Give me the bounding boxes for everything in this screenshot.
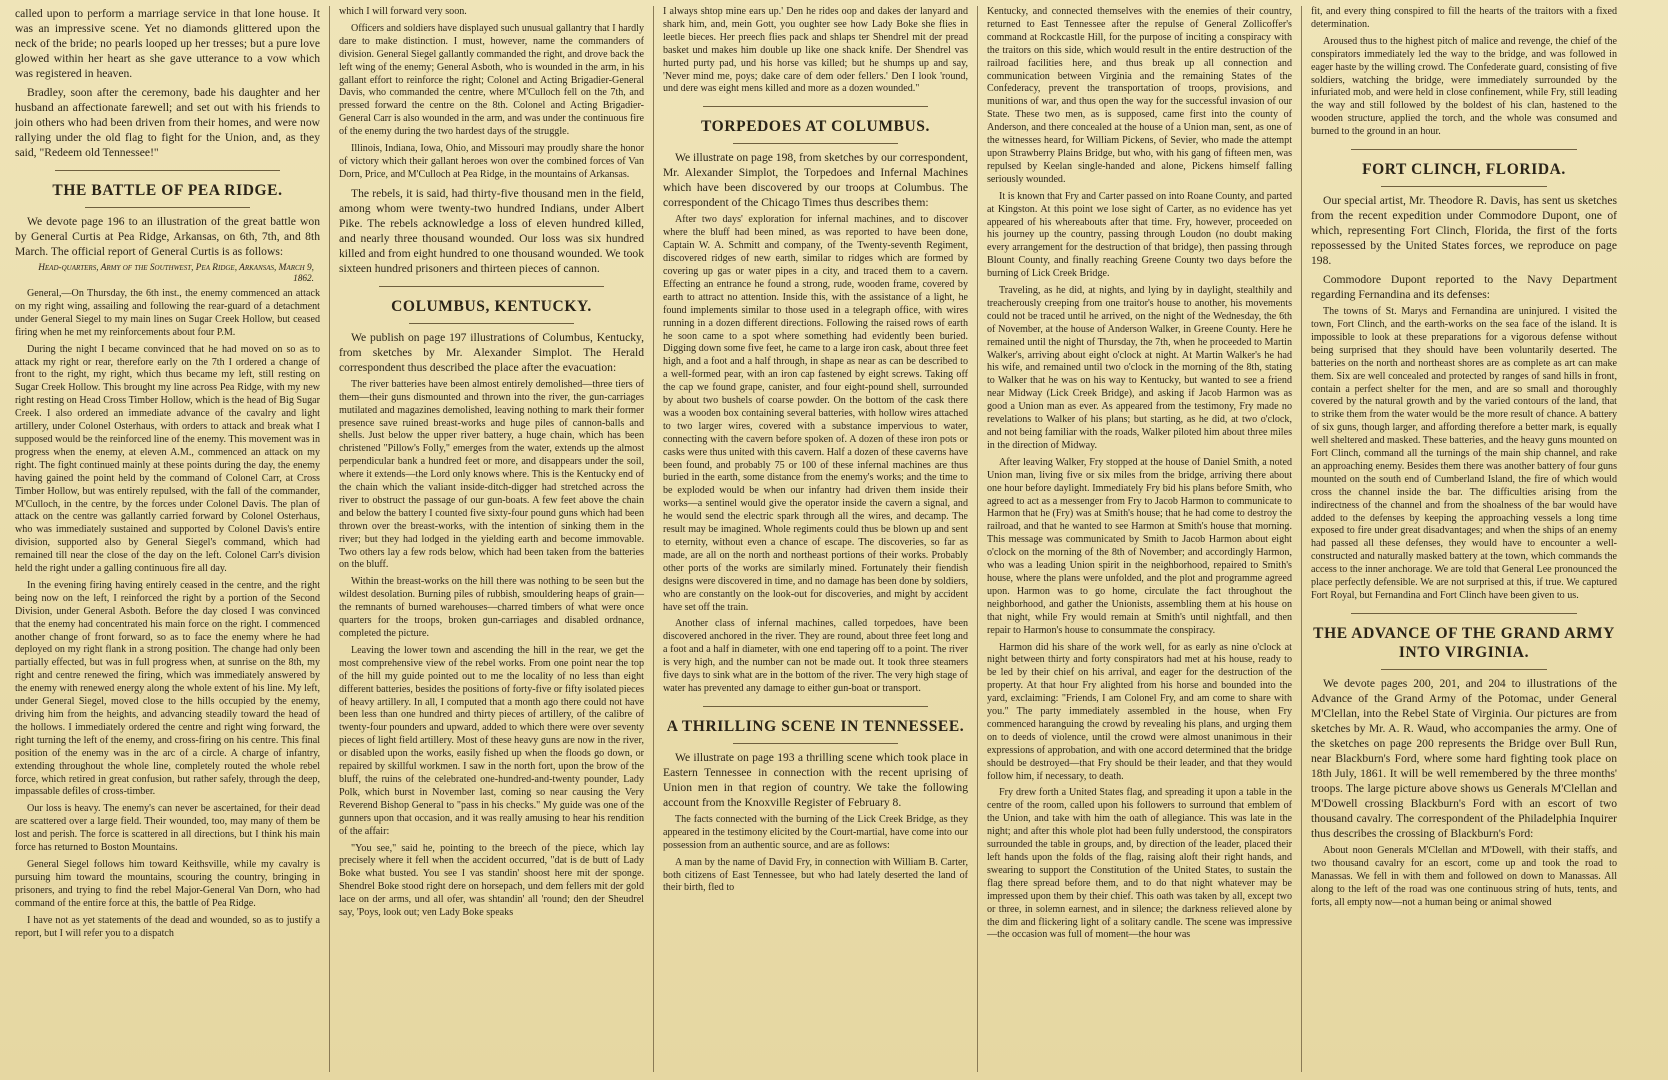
quoted-paragraph: Aroused thus to the highest pitch of malice and revenge, the chief of the conspirators immediately led the way to the bridge, and was followed in eager haste by the willing crowd. The Confederate guard, consisting of five soldiers, watching the bridge, were immediately surrounded by the infuriated mob, and were held in close confinement, while Fry, still leading the way and still followed by the boldest of his clan, hastened to the wooden structure, applied the torch, and the whole was consumed and burned to the ground in an hour. [1311,35,1617,138]
quoted-paragraph: which I will forward very soon. [339,6,467,17]
quoted-paragraph: Harmon did his share of the work well, for as early as nine o'clock at night between thirty and forty conspirators had met at his house, ready to be led by their chief on his arrival, and eager for the destruction of the property. At that hour Fry alighted from his horse and bounded into the yard, exclaiming: "Friends, I am Colonel Fry, and am come to share with you." The party immediately assembled in the house, when Fry commenced haranguing the crowd by revealing his plans, and urging them on to deeds of violence, until the crowd were almost unanimous in their expressions of approbation, and with one accord determined that the bridge should be destroyed—that Fry should be their leader, and that they would follow him, if necessary, to death. [987,641,1292,782]
quoted-paragraph: It is known that Fry and Carter passed on into Roane County, and parted at Kingston. At this point we lose sight of Carter, as no evidence has yet appeared of his whereabouts after that time. Fry, however, proceeded on his journey up the country, passing through Loudon (no doubt making every arrangement for the destruction of that bridge), then passing through Blount County, and finally reaching Greene County two days before the burning of Lick Creek Bridge. [987,190,1292,280]
column-3 [654,6,978,1072]
quoted-paragraph: Our loss is heavy. The enemy's can never be ascertained, for their dead are scattered over a large field. Their wounded, too, may many of them be lost and perish. The force is scattered in all directions, but I think his main force has returned to Boston Mountains. [15,803,320,854]
quoted-paragraph: Fry drew forth a United States flag, and spreading it upon a table in the centre of the room, called upon his followers to surround that emblem of the Union, and take with him the oath of allegiance. This was late in the night; and after this whole plot had been fully understood, the conspirators surrounded the table in groups, and, by direction of the leader, placed their left hands upon the folds of the flag, raising aloft their right hands, and swearing to support the Constitution of the United States, to sustain the flag there spread before them, and to do that night whatever may be impressed upon them by their chief. This oath was taken by all, except two or three, in solemn earnest, and in silence; the darkness relieved alone by the dim and flickering light of a solitary candle. The scene was impressive—the occasion was full of moment—the hour was [987,787,1292,941]
quoted-paragraph: After leaving Walker, Fry stopped at the house of Daniel Smith, a noted Union man, living five or six miles from the bridge, arriving there about one hour before daylight. Immediately Fry bid his plans before Smith, who agreed to act as a messenger from Fry to Jacob Harmon to communicate to Harmon that he (Fry) was at Smith's house; that he had come to destroy the railroad, and that he wanted to see Harmon at Smith's house that morning. This message was communicated by Smith to Jacob Harmon about eight o'clock on the morning of the 8th of November; and accordingly Harmon, who was a leading Union spirit in the neighborhood, repaired to Smith's house, where the plans were unfolded, and the plot and programme agreed upon. Harmon was to go home, circulate the fact throughout the neighborhood, and gather the Unionists, assembling them at his house on that night, while Fry would remain at Smith's until nightfall, and then repair to Harmon's house to consummate the conspiracy. [987,456,1292,636]
quoted-paragraph: Illinois, Indiana, Iowa, Ohio, and Missouri may proudly share the honor of victory which their gallant heroes won over the combined forces of Van Dorn, Price, and M'Culloch at Pea Ridge, in the mountains of Arkansas. [339,143,644,180]
quoted-paragraph: A man by the name of David Fry, in connection with William B. Carter, both citizens of East Tennessee, but who had lately deserted the land of their birth, fled to [663,856,968,894]
article-headline: A THRILLING SCENE IN TENNESSEE. [666,717,965,735]
quoted-paragraph: Kentucky, and connected themselves with the enemies of their country, returned to East Tennessee after the repulse of General Zollicoffer's command at Rockcastle Hill, for the purpose of inciting a conspiracy with the traitors on this side, which would result in the entire destruction of the railroad facilities here, and thus break up all connection and communication between Virginia and the remaining States of the Confederacy, prevent the transportation of troops, provisions, and munitions of war, and thus open the way for the successful invasion of our State. These two men, as is supposed, came first into the county of Anderson, and there concealed at the house of a Union man, sent, as one of the witnesses heard, for William Pickens, of Sevier, who made the attempt upon Strawberry Plains Bridge, but who, with his gang of fifteen men, was repulsed by Keelan single-handed and alone, Pickens himself falling seriously wounded. [987,6,1292,185]
quoted-paragraph: About noon Generals M'Clellan and M'Dowell, with their staffs, and two thousand cavalry for an escort, come up and took the road to Manassas. We fell in with them and followed on down to Manassas. All along to the left of the road was one continuous string of huts, tents, and forts, all empty now—not a human being or animal showed [1311,844,1617,908]
quoted-paragraph: I always shtop mine ears up.' Den he rides oop and dakes der lanyard and shark him, and, mein Gott, you oughter see how Lady Boke she flies in leetle bieces. Her preech flies pack and shlaps ter Shendrel mit der pread basket und makes him double up like one shack knife. Der Shendrel vas hurted purty pad, und his horse vas killed; but he shumps up and say, 'Never mind me, poys; dake care of dem oder fellers.' Den I look 'round, und dere was eight mens killed and more as a dozen wounded." [663,6,968,95]
column-5 [1302,6,1626,1072]
article-headline: TORPEDOES AT COLUMBUS. [701,118,930,136]
quoted-paragraph: The towns of St. Marys and Fernandina are uninjured. I visited the town, Fort Clinch, and the earth-works on the sea face of the island. It is impossible to look at these preparations for a vigorous defense without being surprised that they should have been voluntarily deserted. The batteries on the north and northeast shores are as complete as art can make them. Six are well concealed and protected by ranges of sand hills in front, contain a perfect shelter for the men, and are so small and thoroughly covered by the natural growth and by the varied contours of the land, that to strike them from the water would be the more result of chance. A battery of six guns, though larger, and affording therefore a better mark, is equally well sheltered and masked. These batteries, and the heavy guns mounted on Fort Clinch, command all the turnings of the main ship channel, and rake an approaching enemy. Besides them there was another battery of four guns mounted on the south end of Cumberland Island, the fire of which would cross the channel inside the bar. The difficulties arising from the indirectness of the channel and from the shoalness of the bar would have added to the defenses by keeping the approaching vessels a long time exposed to fire under great disadvantages; and when the ships of an enemy had passed all these defenses, they would have to encounter a well-constructed and naturally masked battery at the town, which commands the access to the inner anchorage. We are told that General Lee pronounced the place perfectly defensible. We are not surprised at this, if true. We captured Fort Royal, but Fernandina and Fort Clinch have been given to us. [1311,306,1617,601]
article-headline: COLUMBUS, KENTUCKY. [391,297,592,315]
quoted-paragraph: fit, and every thing conspired to fill the hearts of the traitors with a fixed determination. [1311,6,1617,30]
article-paragraph: We illustrate on page 198, from sketches by our correspondent, Mr. Alexander Simplot, the Torpedoes and Infernal Machines which have been discovered by our troops at Columbus. The correspondent of the Chicago Times thus describes them: [663,151,969,210]
section-divider [1351,149,1577,150]
quoted-paragraph: "You see," said he, pointing to the breech of the piece, which lay precisely where it fell when the accident occurred, "dat is de butt of Lady Boke what busted. You see I vas standin' shoost here mit der sponge. Shendrel Boke stood right dere on horsepach, und dem fellers mit der gold lace on der arms, und all ofer, was shtandin' all 'round; den der Sheudrel say, 'Poys, look out; ven Lady Boke speaks [339,842,644,919]
quoted-paragraph: Officers and soldiers have displayed such unusual gallantry that I hardly dare to make distinction. I must, however, name the commanders of division. General Siegel gallantly commanded the right, and drove back the left wing of the enemy; General Asboth, who is wounded in the arm, in his gallant effort to reinforce the right; Colonel and Acting Brigadier-General Davis, who commanded the centre, where M'Culloch fell on the 7th, and pressed forward the centre on the 8th. Colonel and Acting Brigadier-General Carr is also wounded in the arm, and was under the continuous fire of the enemy during the two hardest days of the struggle. [339,22,644,138]
article-paragraph: We illustrate on page 193 a thrilling scene which took place in Eastern Tennessee in connection with the recent uprising of Union men in that region of country. We take the following account from the Knoxville Register of February 8. [663,750,968,809]
article-headline: THE ADVANCE OF THE GRAND ARMY INTO VIRGINIA. [1313,624,1615,661]
article-paragraph: Our special artist, Mr. Theodore R. Davis, has sent us sketches from the recent expedition under Commodore Dupont, one of which, representing Fort Clinch, Florida, the first of the forts repossessed by the United States forces, we reproduce on page 198. [1311,194,1617,268]
section-divider [55,170,280,171]
quoted-paragraph: After two days' exploration for infernal machines, and to discover where the bluff had been mined, as was reported to have been done, Captain W. A. Schmitt and company, of the Twenty-seventh Regiment, discovered ridges of new earth, similar to ridges which are formed by covering up gas or water pipes in a city, and traced them to a cavern. Effecting an entrance he found a strong, rude, wooden frame, covered by earth to attract no attention. Inside this, with the assistance of a light, he found implements similar to those used in a telegraph office, with wires running in a dozen different directions. Following the raised rows of earth he soon came to a spot where something had evidently been buried. Digging down some five feet, he came to a large iron cask, about three feet high, and a foot and a half through, in shape as near as can be described to a well-formed pear, with an iron cap fastened by eight screws. Taking off the cap we found grape, canister, and four eight-pound shell, surrounded by about two bushels of coarse powder. On the bottom of the cask there was a wooden box containing several batteries, with hollow wires attached to two larger wires, covered with a substance impervious to water, connecting with the cavern before spoken of. A dozen of these iron pots or casks were thus united with this cavern. Half a dozen of these caverns have been found, and probably 75 or 100 of these infernal machines are thus buried in the earth, some distance from the enemy's works; and the time to be exploded would be when our infantry had driven them inside their works—a sentinel would give the operator inside the cavern a signal, and he would send the electric spark through all the wires, and decamp. The result may be imagined. Whole regiments could thus be blown up and sent to eternity, without even a chance of escape. The discoveries, so far as made, are all on the north and northeast portions of their works. Probably other ports of the works are similarly mined. Fortunately their fiendish designs were discovered in time, and no damage has been done by soldiers, who are constantly on the look-out for discoveries, and might by accident have set off the train. [663,214,968,613]
quoted-paragraph: Another class of infernal machines, called torpedoes, have been discovered anchored in the river. They are round, about three feet long and a foot and a half in diameter, with one end tapering off to a point. The river is very high, and the number can not be made out. It took three steamers five days to sink what are in the bottom of the river. The very high stage of water has prevented any damage to either gun-boat or transport. [663,618,968,694]
article-headline: FORT CLINCH, FLORIDA. [1362,161,1566,179]
article-paragraph: Bradley, soon after the ceremony, bade his daughter and her husband an affectionate farewell; and set out with his friends to join others who had been driven from their homes, and were now rallying under the old flag to fight for the Union, and, as they said, "Redeem old Tennessee!" [15,86,320,159]
article-headline: THE BATTLE OF PEA RIDGE. [52,182,283,199]
headline-underline [1381,669,1547,670]
quoted-paragraph: Traveling, as he did, at nights, and lying by in daylight, stealthily and treacherously creeping from one traitor's house to another, his movements could not be traced until he arrived, on the night of the Wednesday, the 6th of November, at the house of Anderson Walker, in Greene County. Here he remained until the night of Thursday, the 7th, when he proceeded to Martin Walker's, arriving about eight o'clock at night. At Martin Walker's he had his wife, and remained until two o'clock in the morning of the 8th, stating to Walker that he was on his way to Kentucky, but wanted to see a friend near Midway (Lick Creek Bridge), and asking if Jacob Harmon was as good a Union man as ever. As appeared from the testimony, Fry made no revelations to Walker of his plans; but starting, as he did, at two o'clock, and not being familiar with the roads, Walker piloted him about three miles in the direction of Midway. [987,285,1292,451]
article-paragraph: We devote pages 200, 201, and 204 to illustrations of the Advance of the Grand Army of the Potomac, under General M'Clellan, into the Rebel State of Virginia. Our pictures are from sketches by Mr. A. R. Waud, who accompanies the army. One of the sketches on page 200 represents the Bridge over Bull Run, near Blackburn's Ford, where some hard fighting took place on 18th July, 1861. It will be well remembered by the three months' troops. The large picture above shows us Generals M'Clellan and M'Dowell crossing Blackburn's Ford with an escort of two thousand cavalry. The correspondent of the Philadelphia Inquirer thus describes the crossing of Blackburn's Ford: [1311,676,1617,840]
quoted-paragraph: Within the breast-works on the hill there was nothing to be seen but the wildest desolation. Burning piles of rubbish, smouldering heaps of grain—the remnants of burned warehouses—charred timbers of what were once quarters for the troops, broken gun-carriages and disabled ordnance, completed the picture. [339,576,644,639]
quoted-paragraph: General,—On Thursday, the 6th inst., the enemy commenced an attack on my right wing, assailing and following the rear-guard of a detachment under General Siegel to my main lines on Sugar Creek Hollow, but ceased firing when he met my reinforcements about four P.M. [15,288,320,338]
quoted-paragraph: During the night I became convinced that he had moved on so as to attack my right or rear, therefore early on the 7th I ordered a change of front to the right, my right, which thus became my left, still resting on Sugar Creek Hollow. This brought my line across Pea Ridge, with my new right resting on Head Cross Timber Hollow, which is the head of Big Sugar Creek. I also ordered an immediate advance of the cavalry and light artillery, under Colonel Osterhaus, with orders to attack and break what I supposed would be the reinforced line of the enemy. This movement was in progress when the enemy, at eleven A.M., commenced an attack on my right. The fight continued mainly at these points during the day, the enemy having gained the point held by the command of Colonel Carr, at Cross Timber Hollow, but was entirely repulsed, with the fall of the commander, M'Culloch, in the centre, by the forces under Colonel Davis. The plan of attack on the centre was gallantly carried forward by Colonel Osterhaus, who was immediately sustained and supported by Colonel Davis's entire division, supported also by General Siegel's command, which had remained till near the close of the day on the left. Colonel Carr's division held the right under a galling continuous fire all day. [15,343,320,575]
column-2 [330,6,654,1072]
article-paragraph: called upon to perform a marriage service in that lone house. It was an impressive scene. Yet no diamonds glittered upon the neck of the bride; no pearls looped up her tresses; but a pure love glowed within her heart as she gave utterance to a vow which was registered in heaven. [15,7,320,80]
headline-underline [1381,186,1547,187]
section-divider [1351,613,1577,614]
column-1 [6,6,330,1072]
headline-underline [409,323,574,324]
section-divider [703,706,928,707]
headline-underline [733,743,898,744]
quoted-paragraph: The river batteries have been almost entirely demolished—three tiers of them—their guns dismounted and thrown into the river, the gun-carriages mutilated and magazines demolished, leaving nothing to mark their former presence save ruined breast-works and huge piles of cannon-balls and shells. Just below the upper river battery, a huge chain, which has been christened "Pillow's Folly," emerges from the water, extends up the almost perpendicular bank a hundred feet or more, and disappears under the soil, where it extends—the Lord only knows where. This is the Kentucky end of the chain which the valiant inside-ditch-digger had stretched across the river to obstruct the passage of our gun-boats. A few feet above the chain and below the battery I counted five sixty-four pound guns which had been thrown over the breast-works, with the intention of sinking them in the river; but they had lodged in the yielding earth and become immovable. Two others lay a few rods below, which had been taken from the batteries on the bluff. [339,378,644,571]
column-4 [978,6,1302,1072]
quoted-paragraph: The facts connected with the burning of the Lick Creek Bridge, as they appeared in the testimony elicited by the Court-martial, have come into our possession from an authentic source, and are as follows: [663,813,968,851]
section-divider [379,286,604,287]
quoted-paragraph: General Siegel follows him toward Keithsville, while my cavalry is pursuing him toward the mountains, scouring the country, bringing in prisoners, and trying to find the rebel Major-General Van Dorn, who had command of the entire force at this, the battle of Pea Ridge. [15,858,320,909]
headline-underline [733,143,898,144]
article-paragraph: We publish on page 197 illustrations of Columbus, Kentucky, from sketches by Mr. Alexander Simplot. The Herald correspondent thus described the place after the evacuation: [339,330,644,374]
quoted-paragraph: In the evening firing having entirely ceased in the centre, and the right being now on the left, I reinforced the right by a portion of the Second Division, under General Asboth. Before the day closed I was convinced that the enemy had concentrated his main force on the right. I commenced another change of front forward, so as to face the enemy where he had deployed on my right flank in a strong position. The change had only been partially effected, but was in full progress when, at sunrise on the 8th, my right and centre renewed the firing, which was immediately answered by the enemy with renewed energy along the whole extent of his line. My left, under General Siegel, moved close to the hills occupied by the enemy, driving him from the heights, and advancing steadily toward the head of the hollows. I immediately ordered the centre and right wing forward, the right turning the left of the enemy, and cross-firing on his centre. This final position of the enemy was in the arc of a circle. A charge of infantry, extending throughout the whole line, completely routed the whole rebel force, which retired in great confusion, but rather safely, through the deep, impassable defiles of cross-timber. [15,579,320,798]
quoted-paragraph: Leaving the lower town and ascending the hill in the rear, we get the most comprehensive view of the rebel works. From one point near the top of the hill my guide pointed out to me the locality of no less than eight different batteries, besides the positions of forty-five or fifty isolated pieces of heavy artillery. In all, I computed that a month ago there could not have been less than one hundred and thirty pieces of artillery, of the calibre of twenty-four pounders and upward, added to which there were over seventy pieces of light field artillery. Most of these heavy guns are now in the river, or disabled upon the works, easily fished up when the floods go down, or repaired by skillful workmen. I saw in the north fort, upon the brow of the bluff, the ruins of the celebrated one-hundred-and-twenty pounder, Lady Polk, which burst in November last, coming so near causing the Very Reverend Bishop General to "pass in his checks." My guide was one of the gunners upon that occasion, and it was really amusing to hear his rendition of the affair: [339,644,644,837]
article-paragraph: The rebels, it is said, had thirty-five thousand men in the field, among whom were twenty-two hundred Indians, under Albert Pike. The rebels acknowledge a loss of eleven hundred killed, and nearly three thousand wounded. Our loss was six hundred killed and from eight hundred to one thousand wounded. We took sixteen hundred prisoners and thirteen pieces of cannon. [339,186,644,275]
quoted-paragraph: I have not as yet statements of the dead and wounded, so as to justify a report, but I will refer you to a dispatch [15,914,320,939]
report-dateline: Head-quarters, Army of the Southwest, Pea Ridge, Arkansas, March 9, 1862. [38,263,314,284]
section-divider [703,106,928,107]
headline-underline [85,207,250,208]
article-paragraph: Commodore Dupont reported to the Navy Department regarding Fernandina and its defenses: [1311,273,1617,302]
article-paragraph: We devote page 196 to an illustration of the great battle won by General Curtis at Pea Ridge, Arkansas, on 6th, 7th, and 8th March. The official report of General Curtis is as follows: [15,215,320,258]
